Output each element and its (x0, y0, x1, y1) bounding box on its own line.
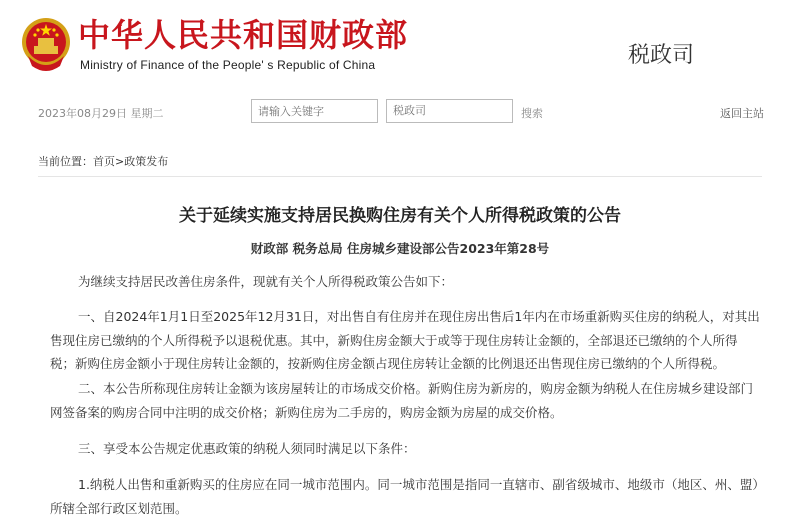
article-paragraph: 一、自2024年1月1日至2025年12月31日，对出售自有住房并在现住房出售后1年内在市场重新购买住房的纳税人，对其出售现住房已缴纳的个人所得税予以退税优惠。其中，新购住房金额大于或等于现住房转让金额的，全部退还已缴纳的个人所得税；新购住房金额小于现住房转让金额的，按新购住房金额占现住房转让金额的比例退还出售现住房已缴纳的个人所得税。 (50, 309, 760, 371)
document-number: 财政部 税务总局 住房城乡建设部公告2023年第28号 (250, 241, 550, 256)
site-header (0, 0, 800, 88)
breadcrumb-separator: > (115, 155, 125, 168)
toolbar (0, 96, 800, 128)
search-scope-select[interactable]: 税政司 (386, 99, 513, 123)
breadcrumb-section-link[interactable]: 政策发布 (124, 155, 169, 168)
breadcrumb (38, 153, 168, 169)
article-paragraph: 为继续支持居民改善住房条件，现就有关个人所得税政策公告如下： (78, 274, 454, 289)
article-paragraph: 三、享受本公告规定优惠政策的纳税人须同时满足以下条件： (78, 441, 416, 456)
department-name: 税政司 (628, 43, 695, 68)
search-button[interactable]: 搜索 (521, 107, 543, 120)
return-home-link[interactable]: 返回主站 (720, 107, 764, 120)
site-title-en[interactable]: Ministry of Finance of the People' s Republic of China (80, 58, 376, 72)
current-date: 2023年08月29日 星期二 (38, 107, 164, 120)
site-title-cn[interactable]: 中华人民共和国财政部 (78, 16, 409, 54)
divider (38, 176, 762, 177)
search-input[interactable] (251, 99, 378, 123)
article-title: 关于延续实施支持居民换购住房有关个人所得税政策的公告 (179, 206, 621, 226)
article-paragraph: 1.纳税人出售和重新购买的住房应在同一城市范围内。同一城市范围是指同一直辖市、副省级城市、地级市（地区、州、盟）所辖全部行政区划范围。 (50, 477, 759, 516)
article-paragraph: 二、本公告所称现住房转让金额为该房屋转让的市场成交价格。新购住房为新房的，购房金额为纳税人在住房城乡建设部门网签备案的购房合同中注明的成交价格；新购住房为二手房的，购房金额为房屋的成交价格。 (50, 381, 754, 420)
national-emblem-icon[interactable] (20, 16, 72, 74)
breadcrumb-home-link[interactable]: 首页 (93, 155, 115, 168)
breadcrumb-prefix: 当前位置： (38, 155, 93, 168)
